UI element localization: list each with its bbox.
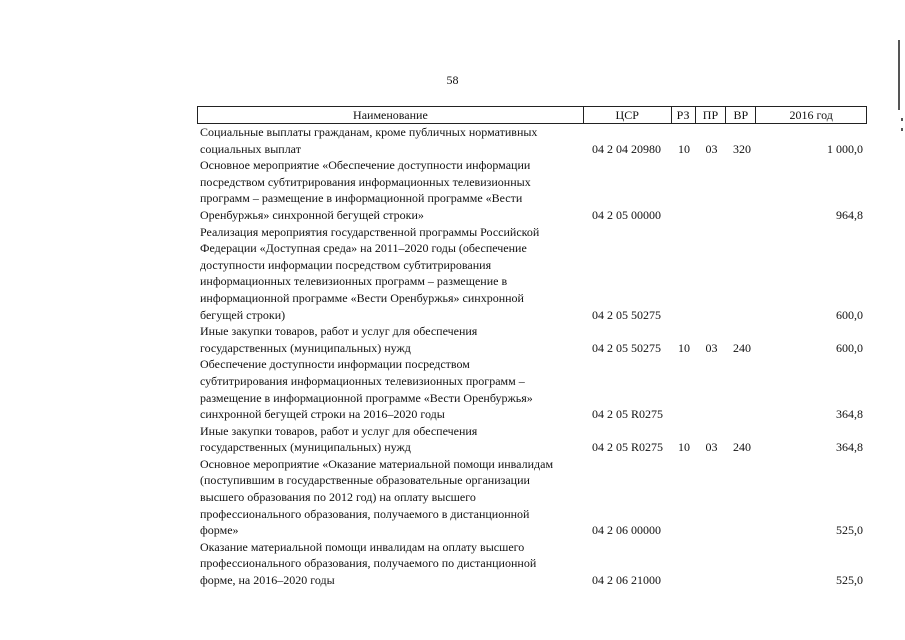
row-pr: 03: [705, 141, 718, 156]
row-csr: 04 2 05 50275: [592, 307, 661, 322]
row-amount: 1 000,0: [827, 141, 863, 156]
table-row: [197, 456, 867, 539]
budget-table: [197, 106, 867, 589]
row-vr: 240: [733, 440, 751, 455]
row-name: Социальные выплаты гражданам, кроме публичных нормативных социальных выплат: [200, 125, 538, 156]
row-name: Основное мероприятие «Оказание материальной помощи инвалидам (поступившим в государственные образовательные организации высшего образования по 2012 год) на оплату высшего профессионального образования, получаемого в дистанционной форме»: [200, 456, 554, 538]
table-row: [197, 423, 867, 456]
row-csr: 04 2 05 50275: [592, 340, 661, 355]
table-row: [197, 157, 867, 223]
row-amount: 525,0: [836, 573, 863, 588]
row-name: Оказание материальной помощи инвалидам на оплату высшего профессионального образования, получаемого по дистанционной форме, на 2016–2020 годы: [200, 539, 537, 588]
header-vr: ВР: [726, 107, 756, 123]
table-row: [197, 124, 867, 157]
scan-margin-mark: [898, 40, 903, 110]
row-csr: 04 2 05 00000: [592, 207, 661, 222]
header-csr: ЦСР: [584, 107, 672, 123]
row-csr: 04 2 04 20980: [592, 141, 661, 156]
row-pr: 03: [705, 440, 718, 455]
row-pr: 03: [705, 340, 718, 355]
table-header: [197, 106, 867, 124]
row-vr: 240: [733, 340, 751, 355]
row-csr: 04 2 05 R0275: [592, 440, 664, 455]
table-row: [197, 539, 867, 589]
header-pr: ПР: [696, 107, 727, 123]
row-rz: 10: [678, 340, 690, 355]
row-amount: 364,8: [836, 407, 863, 422]
row-amount: 364,8: [836, 440, 863, 455]
row-csr: 04 2 06 21000: [592, 573, 661, 588]
row-name: Реализация мероприятия государственной программы Российской Федерации «Доступная среда» на 2011–2020 годы (обеспечение доступности информации посредством субтитрирования информационных телевизионных программ – размещение в информационной программе «Вести Оренбуржья» синхронной бегущей строки): [200, 224, 540, 322]
header-year: 2016 год: [789, 107, 833, 122]
row-vr: 320: [733, 141, 751, 156]
header-rz: РЗ: [672, 107, 696, 123]
page-number: 58: [446, 73, 459, 87]
header-name: Наименование: [198, 107, 584, 123]
scan-margin-dot: [901, 128, 903, 131]
row-amount: 600,0: [836, 307, 863, 322]
row-csr: 04 2 05 R0275: [592, 407, 664, 422]
row-name: Обеспечение доступности информации посредством субтитрирования информационных телевизионных программ – размещение в информационной программе «Вести Оренбуржья» синхронной бегущей строки на 2016–2020 годы: [200, 357, 533, 422]
row-amount: 600,0: [836, 340, 863, 355]
row-amount: 964,8: [836, 207, 863, 222]
row-name: Иные закупки товаров, работ и услуг для обеспечения государственных (муниципальных) нужд: [200, 324, 478, 355]
table-row: [197, 224, 867, 324]
row-rz: 10: [678, 440, 690, 455]
row-amount: 525,0: [836, 523, 863, 538]
row-csr: 04 2 06 00000: [592, 523, 661, 538]
row-rz: 10: [678, 141, 690, 156]
row-name: Основное мероприятие «Обеспечение доступности информации посредством субтитрирования информационных телевизионных программ – размещение в информационной программе «Вести Оренбуржья» синхронной бегущей строки»: [200, 158, 531, 222]
table-row: [197, 323, 867, 356]
row-name: Иные закупки товаров, работ и услуг для обеспечения государственных (муниципальных) нужд: [200, 423, 478, 455]
scan-margin-dot: [901, 118, 903, 121]
table-row: [197, 356, 867, 422]
